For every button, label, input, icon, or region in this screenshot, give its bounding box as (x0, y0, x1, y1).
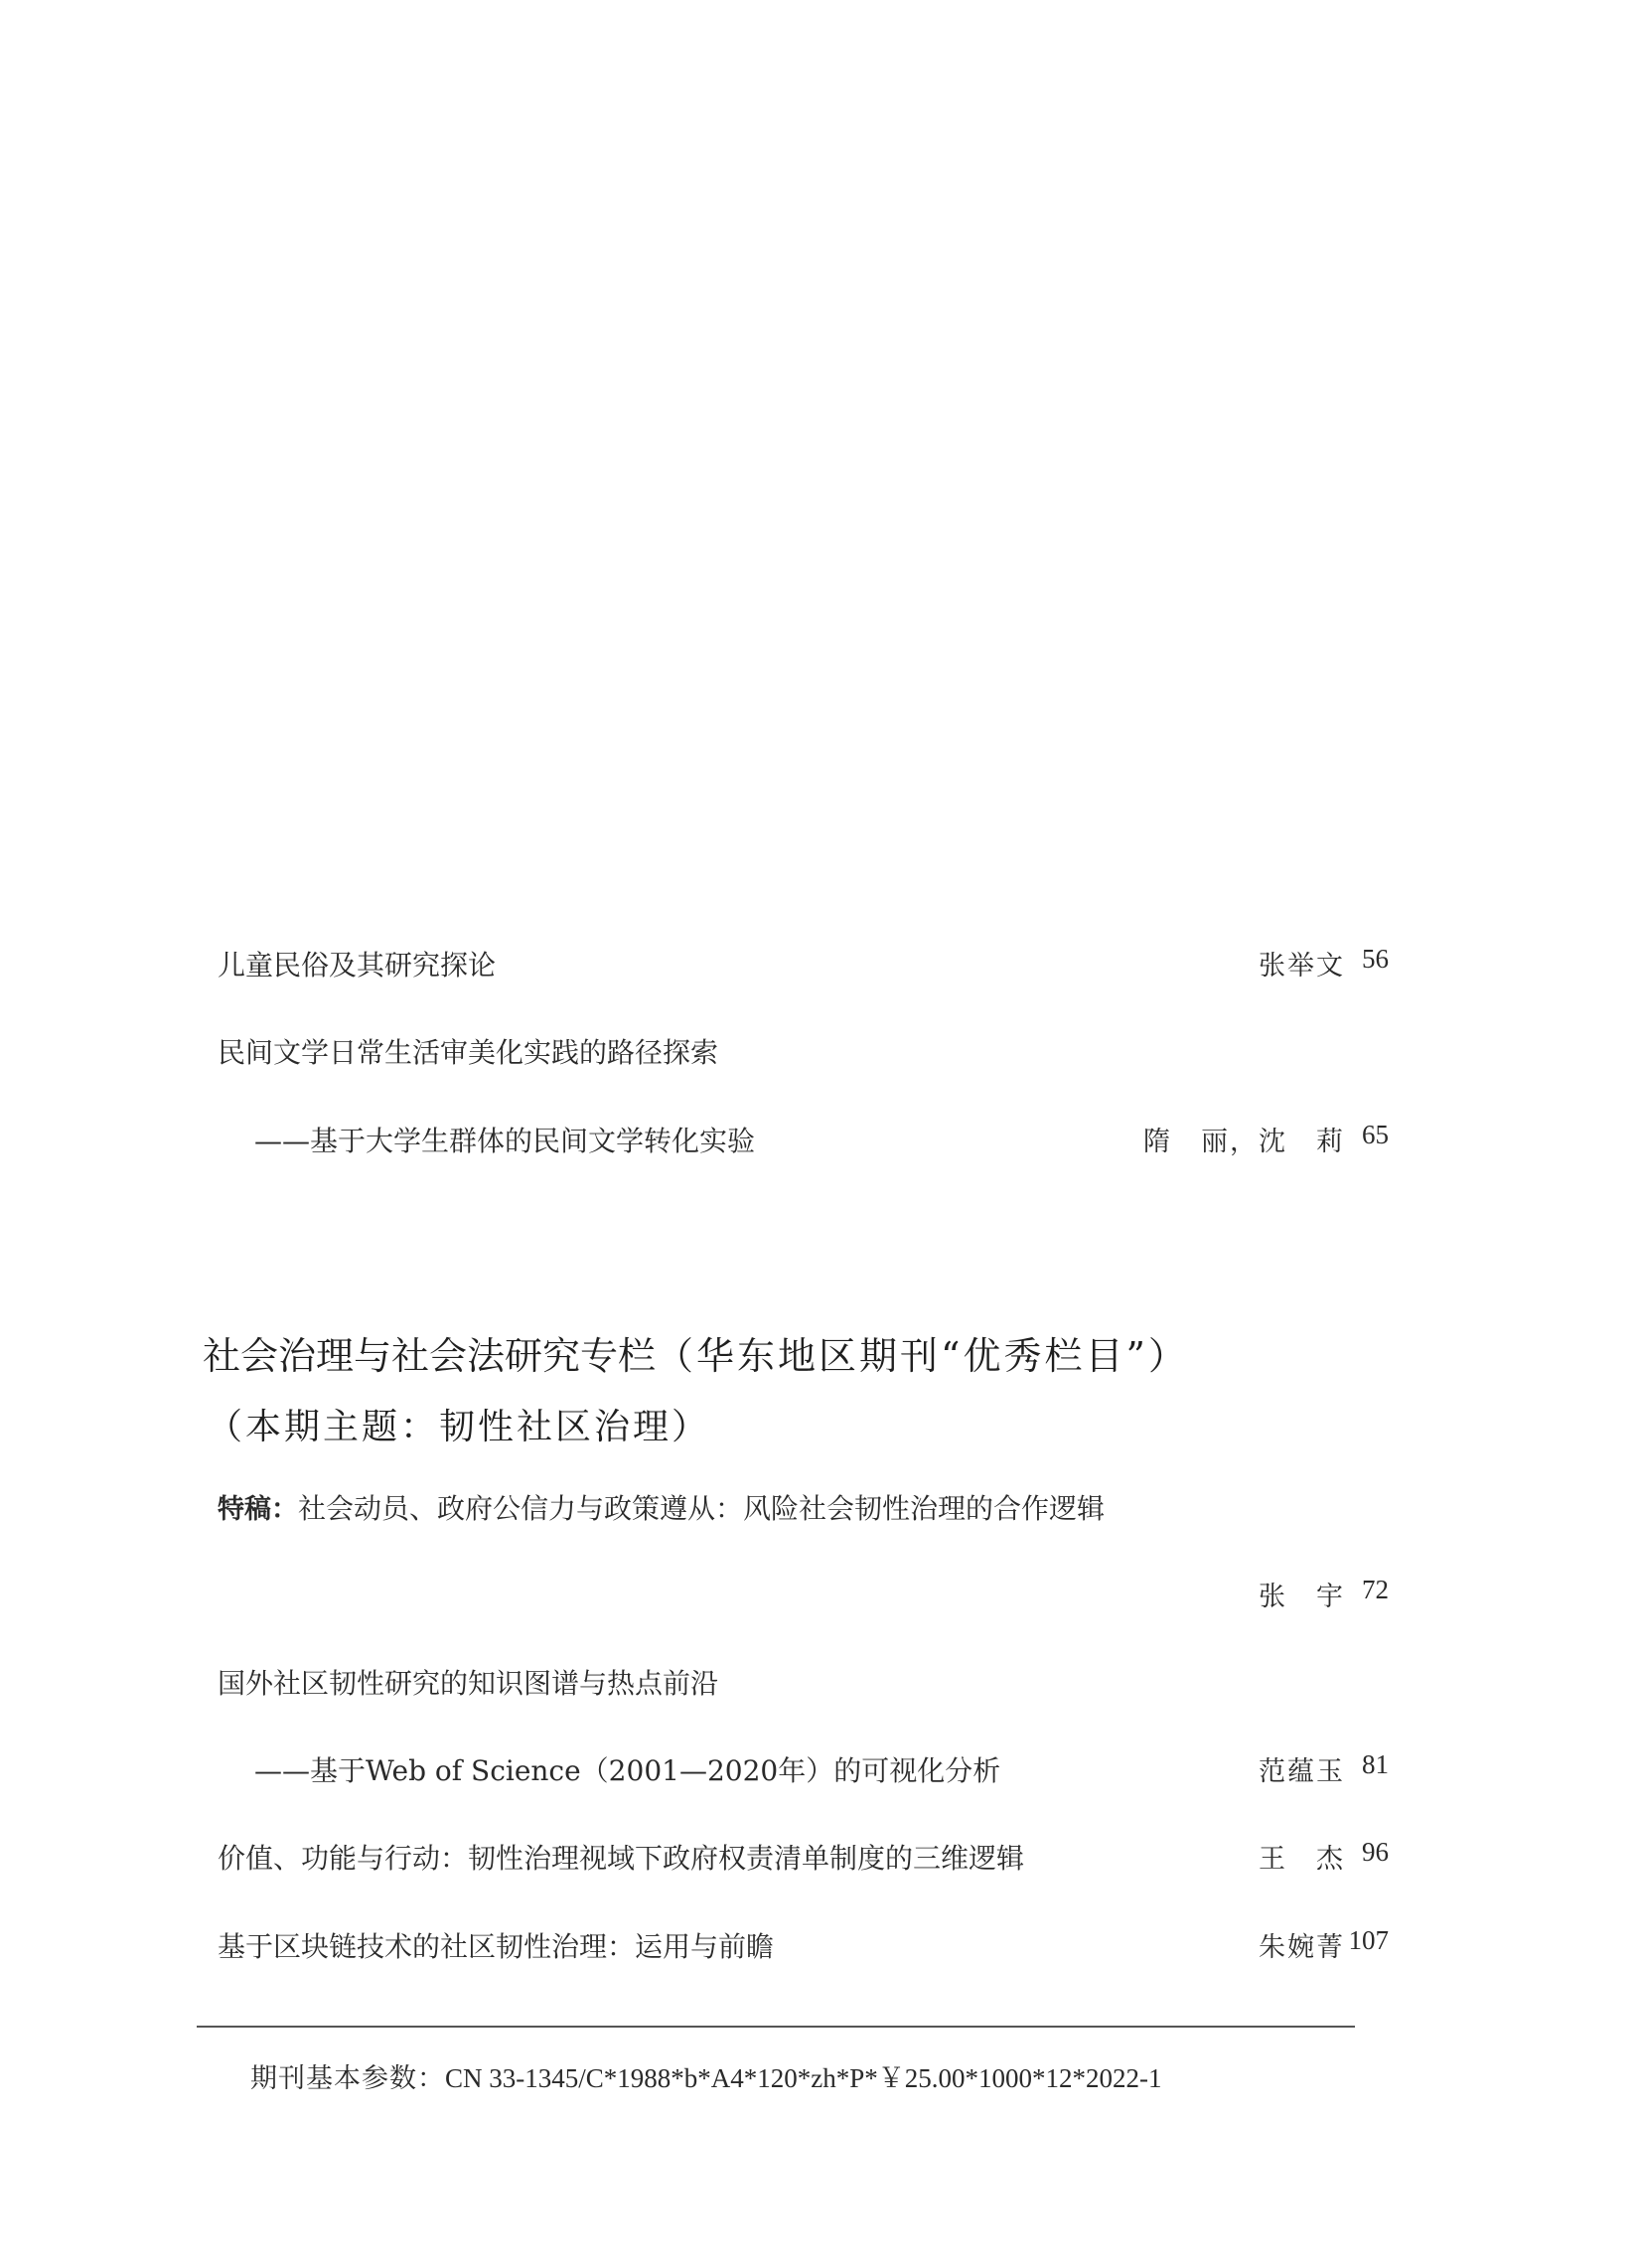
toc-entry-author: 王 杰 (1259, 1844, 1345, 1875)
section-heading (203, 1325, 1189, 1380)
toc-entry-page: 56 (1362, 944, 1389, 974)
journal-parameters (250, 2056, 1162, 2095)
toc-entry-title: 儿童民俗及其研究探论 (218, 949, 497, 982)
toc-entry-title: 民间文学日常生活审美化实践的路径探索 (218, 1036, 719, 1069)
toc-entry-title: 基于区块链技术的社区韧性治理：运用与前瞻 (218, 1930, 775, 1963)
toc-entry-subtitle: ——基于Web of Science（2001—2020年）的可视化分析 (254, 1754, 1001, 1787)
toc-entry-author: 张 宇 (1259, 1582, 1345, 1612)
special-article (218, 1487, 1105, 1527)
toc-entry-author: 范蕴玉 (1259, 1756, 1345, 1787)
toc-entry-page: 72 (1362, 1575, 1389, 1604)
special-label: 特稿： (218, 1494, 298, 1525)
toc-entry-author: 朱婉菁 (1259, 1932, 1345, 1963)
toc-entry-author: 隋 丽，沈 莉 (1143, 1127, 1345, 1157)
toc-entry-title: 国外社区韧性研究的知识图谱与热点前沿 (218, 1667, 719, 1700)
footer-label: 期刊基本参数： (250, 2063, 445, 2094)
toc-entry-page: 96 (1362, 1837, 1389, 1867)
footer-code: CN 33-1345/C*1988*b*A4*120*zh*P*￥25.00*1000*12*2022-1 (445, 2063, 1162, 2093)
toc-entry-subtitle: ——基于大学生群体的民间文学转化实验 (254, 1125, 756, 1157)
special-title: 社会动员、政府公信力与政策遵从：风险社会韧性治理的合作逻辑 (298, 1492, 1106, 1525)
toc-entry-title: 价值、功能与行动：韧性治理视域下政府权责清单制度的三维逻辑 (218, 1842, 1025, 1875)
toc-entry-author: 张举文 (1259, 951, 1345, 982)
section-heading-note: （华东地区期刊“优秀栏目”） (656, 1334, 1189, 1378)
toc-entry-page: 107 (1348, 1925, 1389, 1955)
toc-entry-page: 81 (1362, 1749, 1389, 1779)
section-subheading: （本期主题：韧性社区治理） (207, 1407, 711, 1447)
footer-divider (197, 2026, 1355, 2028)
toc-entry-page: 65 (1362, 1120, 1389, 1149)
section-heading-main: 社会治理与社会法研究专栏 (203, 1334, 657, 1378)
